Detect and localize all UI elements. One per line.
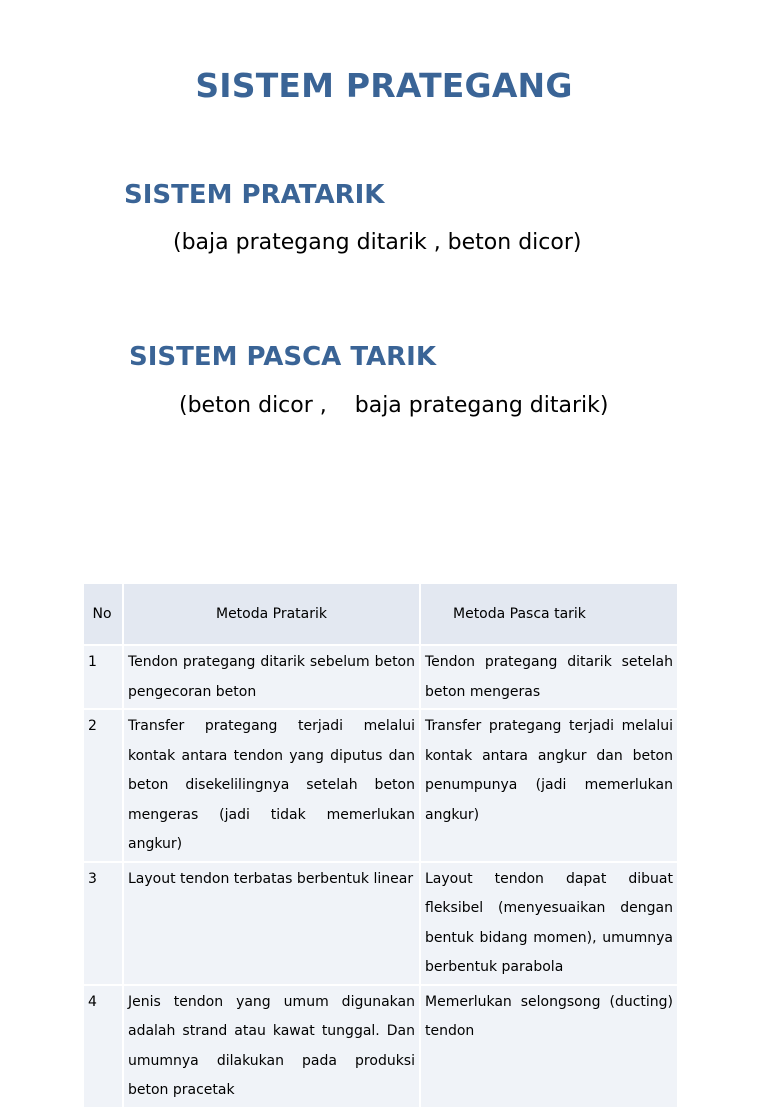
header-no: No <box>84 584 123 645</box>
pratarik-subtitle: (baja prategang ditarik , beton dicor) <box>173 230 582 255</box>
pasca-tarik-cell: Layout tendon dapat dibuat fleksibel (menyesuaikan dengan bentuk bidang momen), umumnya berbentuk parabola <box>420 862 678 985</box>
table-row <box>84 645 678 709</box>
header-pratarik: Metoda Pratarik <box>123 584 420 645</box>
header-pasca-tarik: Metoda Pasca tarik <box>420 584 678 645</box>
row-number: 1 <box>84 645 123 709</box>
row-number: 3 <box>84 862 123 985</box>
table-row <box>84 709 678 862</box>
table-row <box>84 862 678 985</box>
row-number: 4 <box>84 985 123 1108</box>
pasca-tarik-cell: Tendon prategang ditarik setelah beton mengeras <box>420 645 678 709</box>
pratarik-cell: Transfer prategang terjadi melalui kontak antara tendon yang diputus dan beton disekelilingnya setelah beton mengeras (jadi tidak memerlukan angkur) <box>123 709 420 862</box>
pasca-tarik-subtitle: (beton dicor , baja prategang ditarik) <box>179 393 609 418</box>
pasca-tarik-cell: Transfer prategang terjadi melalui kontak antara angkur dan beton penumpunya (jadi memerlukan angkur) <box>420 709 678 862</box>
pasca-tarik-cell: Memerlukan selongsong (ducting) tendon <box>420 985 678 1108</box>
pasca-tarik-heading: SISTEM PASCA TARIK <box>129 342 436 372</box>
comparison-table <box>84 584 678 1109</box>
row-number: 2 <box>84 709 123 862</box>
table-header-row <box>84 584 678 645</box>
pratarik-cell: Jenis tendon yang umum digunakan adalah strand atau kawat tunggal. Dan umumnya dilakukan pada produksi beton pracetak <box>123 985 420 1108</box>
table-row <box>84 985 678 1108</box>
pratarik-heading: SISTEM PRATARIK <box>124 180 385 210</box>
page-title: SISTEM PRATEGANG <box>195 66 573 105</box>
pratarik-cell: Layout tendon terbatas berbentuk linear <box>123 862 420 985</box>
pratarik-cell: Tendon prategang ditarik sebelum beton pengecoran beton <box>123 645 420 709</box>
